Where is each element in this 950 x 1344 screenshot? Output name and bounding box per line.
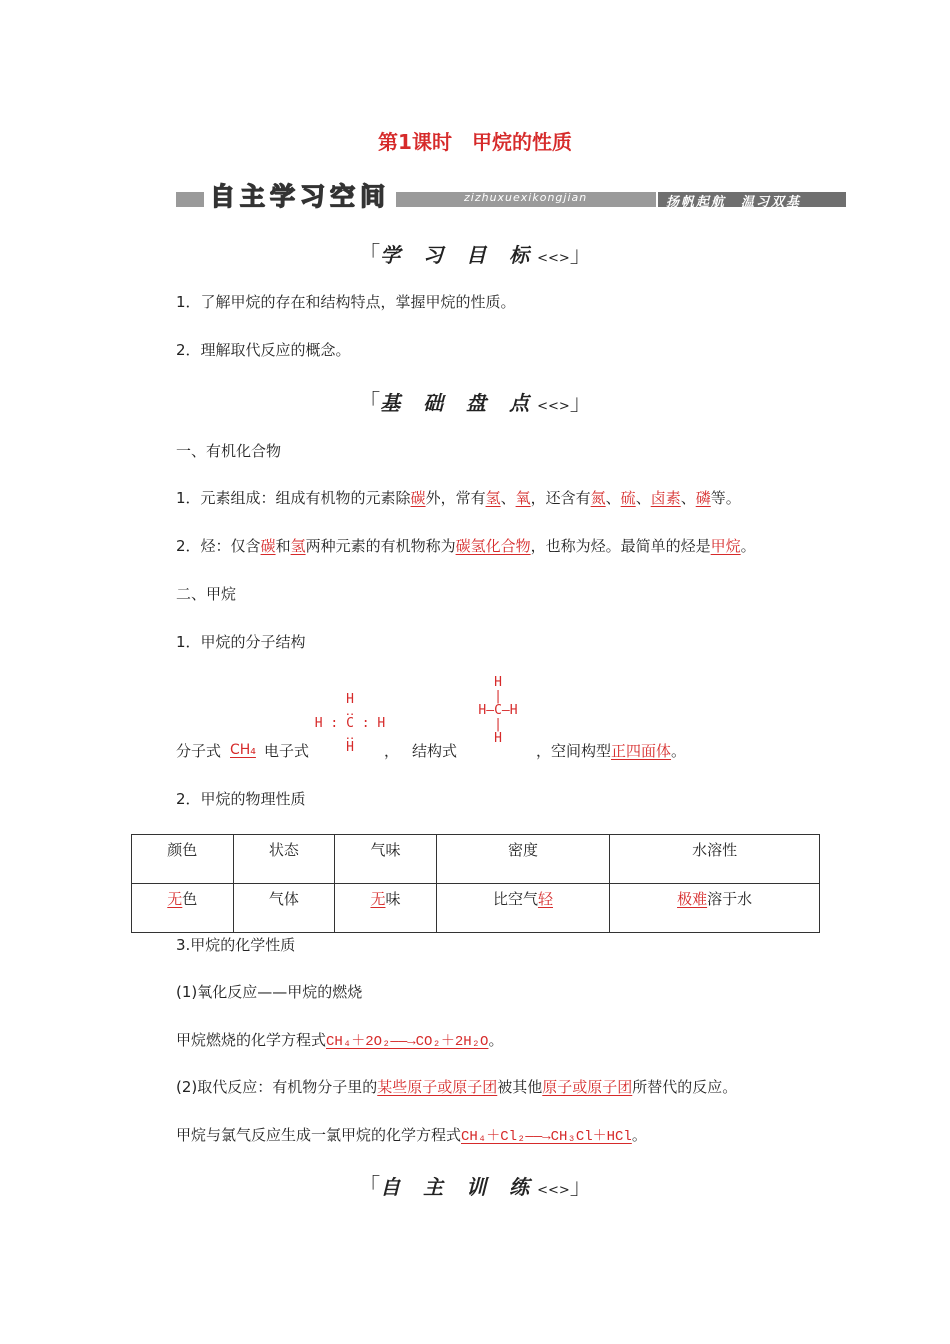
structural-label: 结构式 [412, 742, 458, 760]
banner-pinyin: zizhuxuexikongjian [464, 191, 588, 204]
physical-properties-table [131, 834, 820, 933]
page-title: 第1课时 甲烷的性质 [378, 130, 572, 154]
banner-title: 自主学习空间 [204, 182, 396, 212]
substitution-definition: (2)取代反应：有机物分子里的某些原子或原子团被其他原子或原子团所替代的反应。 [176, 1078, 738, 1096]
element-composition: 1．元素组成：组成有机物的元素除碳外，常有氢、氧，还含有氮、硫、卤素、磷等。 [176, 489, 741, 507]
cell-smell: 无味 [335, 884, 437, 933]
header-density: 密度 [436, 835, 609, 884]
cell-color: 无色 [132, 884, 234, 933]
ornament-icon: <<> [537, 1183, 570, 1198]
cell-density: 比空气轻 [436, 884, 609, 933]
header-color: 颜色 [132, 835, 234, 884]
comma: ， [384, 742, 400, 760]
shape-line: ，空间构型正四面体。 [536, 742, 687, 760]
oxidation-heading: (1)氧化反应——甲烷的燃烧 [176, 983, 363, 1001]
part2-heading: 二、甲烷 [176, 585, 237, 603]
combustion-equation-line: 甲烷燃烧的化学方程式CH₄＋2O₂——→CO₂＋2H₂O。 [176, 1031, 504, 1050]
ornament-icon: <<> [537, 251, 570, 266]
cell-state: 气体 [233, 884, 335, 933]
combustion-equation: CH₄＋2O₂——→CO₂＋2H₂O [326, 1034, 489, 1050]
physical-properties-heading: 2．甲烷的物理性质 [176, 790, 306, 808]
chlorination-equation: CH₄＋Cl₂——→CH₃Cl＋HCl [461, 1129, 632, 1145]
header-state: 状态 [233, 835, 335, 884]
table-header-row [132, 835, 820, 884]
header-solubility: 水溶性 [610, 835, 820, 884]
goal-item: 2．理解取代反应的概念。 [176, 341, 351, 359]
cell-solubility: 极难溶于水 [610, 884, 820, 933]
goal-item: 1．了解甲烷的存在和结构特点，掌握甲烷的性质。 [176, 293, 516, 311]
molecular-formula: CH₄ [230, 742, 256, 758]
chemical-properties-heading: 3.甲烷的化学性质 [176, 936, 296, 954]
electron-formula: H ‥ H : C : H ‥ H [314, 692, 386, 755]
basics-heading: 「基 础 盘 点<<>」 [358, 391, 592, 416]
header-smell: 气味 [335, 835, 437, 884]
section-banner [176, 182, 846, 212]
molecular-structure-heading: 1．甲烷的分子结构 [176, 633, 306, 651]
electron-label: 电子式 [264, 742, 310, 760]
training-heading: 「自 主 训 练<<>」 [358, 1175, 592, 1200]
part1-heading: 一、有机化合物 [176, 442, 282, 460]
chlorination-equation-line: 甲烷与氯气反应生成一氯甲烷的化学方程式CH₄＋Cl₂——→CH₃Cl＋HCl。 [176, 1126, 647, 1145]
ornament-icon: <<> [537, 399, 570, 414]
goals-heading: 「学 习 目 标<<>」 [358, 243, 592, 268]
table-row [132, 884, 820, 933]
formula-label: 分子式 [176, 742, 222, 760]
banner-motto: 扬帆起航 温习双基 [666, 195, 802, 210]
hydrocarbon-definition: 2．烃：仅含碳和氢两种元素的有机物称为碳氢化合物，也称为烃。最简单的烃是甲烷。 [176, 537, 756, 555]
structural-formula: H | H—C—H | H [478, 675, 518, 746]
